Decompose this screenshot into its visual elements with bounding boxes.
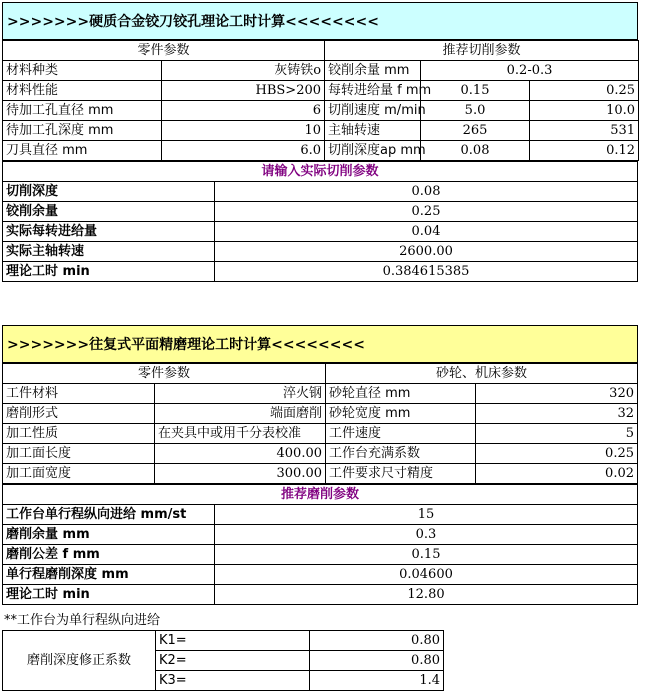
- grind-machine-label: 工作台充满系数: [326, 444, 476, 464]
- correction-section: [2, 630, 444, 691]
- grind-machine-value[interactable]: 32: [476, 404, 638, 424]
- grind-rec-value[interactable]: 15: [215, 505, 638, 525]
- ream-recommended-header: 推荐切削参数: [325, 41, 639, 61]
- ream-part-params-header: 零件参数: [3, 41, 325, 61]
- ream-rec-value-min: 265: [421, 121, 530, 141]
- ream-rec-value-max: 0.12: [530, 141, 639, 161]
- ream-rec-value-max: 531: [530, 121, 639, 141]
- ream-input-label: 实际主轴转速: [3, 242, 215, 262]
- grind-param-value[interactable]: 淬火钢: [155, 384, 326, 404]
- ream-param-label: 材料性能: [3, 81, 162, 101]
- grind-result-value: 12.80: [215, 585, 638, 605]
- grind-rec-value[interactable]: 0.15: [215, 545, 638, 565]
- grind-param-label: 加工面长度: [3, 444, 155, 464]
- grind-rec-label: 工作台单行程纵向进给 mm/st: [3, 505, 215, 525]
- grind-param-label: 工件材料: [3, 384, 155, 404]
- correction-label: 磨削深度修正系数: [3, 631, 156, 691]
- ream-param-value[interactable]: 6: [162, 101, 325, 121]
- ream-rec-label: 主轴转速: [325, 121, 421, 141]
- grind-param-label: 磨削形式: [3, 404, 155, 424]
- ream-rec-label: 每转进给量 f mm: [325, 81, 421, 101]
- ream-rec-value-max: 0.25: [530, 81, 639, 101]
- grind-machine-label: 砂轮宽度 mm: [326, 404, 476, 424]
- correction-k-label: K3=: [156, 671, 310, 691]
- grind-param-value[interactable]: 端面磨削: [155, 404, 326, 424]
- grind-machine-value[interactable]: 0.02: [476, 464, 638, 484]
- ream-param-value[interactable]: 10: [162, 121, 325, 141]
- ream-rec-value-min: 0.08: [421, 141, 530, 161]
- ream-input-label: 实际每转进给量: [3, 222, 215, 242]
- grind-machine-label: 工件要求尺寸精度: [326, 464, 476, 484]
- grind-rec-label: 磨削余量 mm: [3, 525, 215, 545]
- correction-k-label: K1=: [156, 631, 310, 651]
- grind-machine-header: 砂轮、机床参数: [326, 364, 638, 384]
- grind-machine-label: 工件速度: [326, 424, 476, 444]
- ream-param-value[interactable]: HBS>200: [162, 81, 325, 101]
- grind-rec-label: 单行程磨削深度 mm: [3, 565, 215, 585]
- grind-machine-value[interactable]: 320: [476, 384, 638, 404]
- ream-input-value[interactable]: 2600.00: [215, 242, 638, 262]
- grind-section: [2, 325, 638, 605]
- ream-result-value: 0.384615385: [215, 262, 638, 282]
- grind-param-value[interactable]: 在夹具中或用千分表校准: [155, 424, 326, 444]
- ream-input-table: [2, 161, 638, 282]
- grind-note: **工作台为单行程纵向进给: [4, 613, 161, 628]
- grind-param-value[interactable]: 300.00: [155, 464, 326, 484]
- ream-rec-label: 铰削余量 mm: [325, 61, 421, 81]
- ream-params-table: [2, 40, 639, 161]
- ream-input-value[interactable]: 0.25: [215, 202, 638, 222]
- grind-part-params-header: 零件参数: [3, 364, 326, 384]
- ream-input-label: 铰削余量: [3, 202, 215, 222]
- grind-machine-value[interactable]: 5: [476, 424, 638, 444]
- grind-rec-label: 磨削公差 f mm: [3, 545, 215, 565]
- grind-result-label: 理论工时 min: [3, 585, 215, 605]
- ream-param-value[interactable]: 灰铸铁o: [162, 61, 325, 81]
- correction-k-value[interactable]: 0.80: [310, 651, 444, 671]
- ream-title: >>>>>>>硬质合金铰刀铰孔理论工时计算<<<<<<<<: [2, 2, 638, 40]
- grind-machine-label: 砂轮直径 mm: [326, 384, 476, 404]
- ream-input-value[interactable]: 0.04: [215, 222, 638, 242]
- ream-param-label: 刀具直径 mm: [3, 141, 162, 161]
- correction-table: [2, 630, 444, 691]
- ream-input-value[interactable]: 0.08: [215, 182, 638, 202]
- ream-rec-label: 切削速度 m/min: [325, 101, 421, 121]
- ream-param-label: 待加工孔深度 mm: [3, 121, 162, 141]
- ream-param-label: 待加工孔直径 mm: [3, 101, 162, 121]
- grind-machine-value[interactable]: 0.25: [476, 444, 638, 464]
- grind-param-value[interactable]: 400.00: [155, 444, 326, 464]
- grind-rec-value[interactable]: 0.04600: [215, 565, 638, 585]
- grind-rec-header: 推荐磨削参数: [3, 485, 638, 505]
- grind-recommended-table: [2, 484, 638, 605]
- ream-rec-value-min: 5.0: [421, 101, 530, 121]
- grind-rec-value[interactable]: 0.3: [215, 525, 638, 545]
- ream-section: [2, 2, 638, 282]
- ream-input-header: 请输入实际切削参数: [3, 162, 638, 182]
- ream-rec-value-max: 10.0: [530, 101, 639, 121]
- ream-result-label: 理论工时 min: [3, 262, 215, 282]
- grind-title: >>>>>>>往复式平面精磨理论工时计算<<<<<<<<: [2, 325, 638, 363]
- ream-param-label: 材料种类: [3, 61, 162, 81]
- ream-rec-label: 切削深度ap mm: [325, 141, 421, 161]
- ream-rec-value: 0.2-0.3: [421, 61, 639, 81]
- ream-rec-value-min: 0.15: [421, 81, 530, 101]
- ream-param-value[interactable]: 6.0: [162, 141, 325, 161]
- correction-k-value[interactable]: 0.80: [310, 631, 444, 651]
- correction-k-value[interactable]: 1.4: [310, 671, 444, 691]
- grind-param-label: 加工性质: [3, 424, 155, 444]
- correction-k-label: K2=: [156, 651, 310, 671]
- grind-param-label: 加工面宽度: [3, 464, 155, 484]
- grind-params-table: [2, 363, 638, 484]
- ream-input-label: 切削深度: [3, 182, 215, 202]
